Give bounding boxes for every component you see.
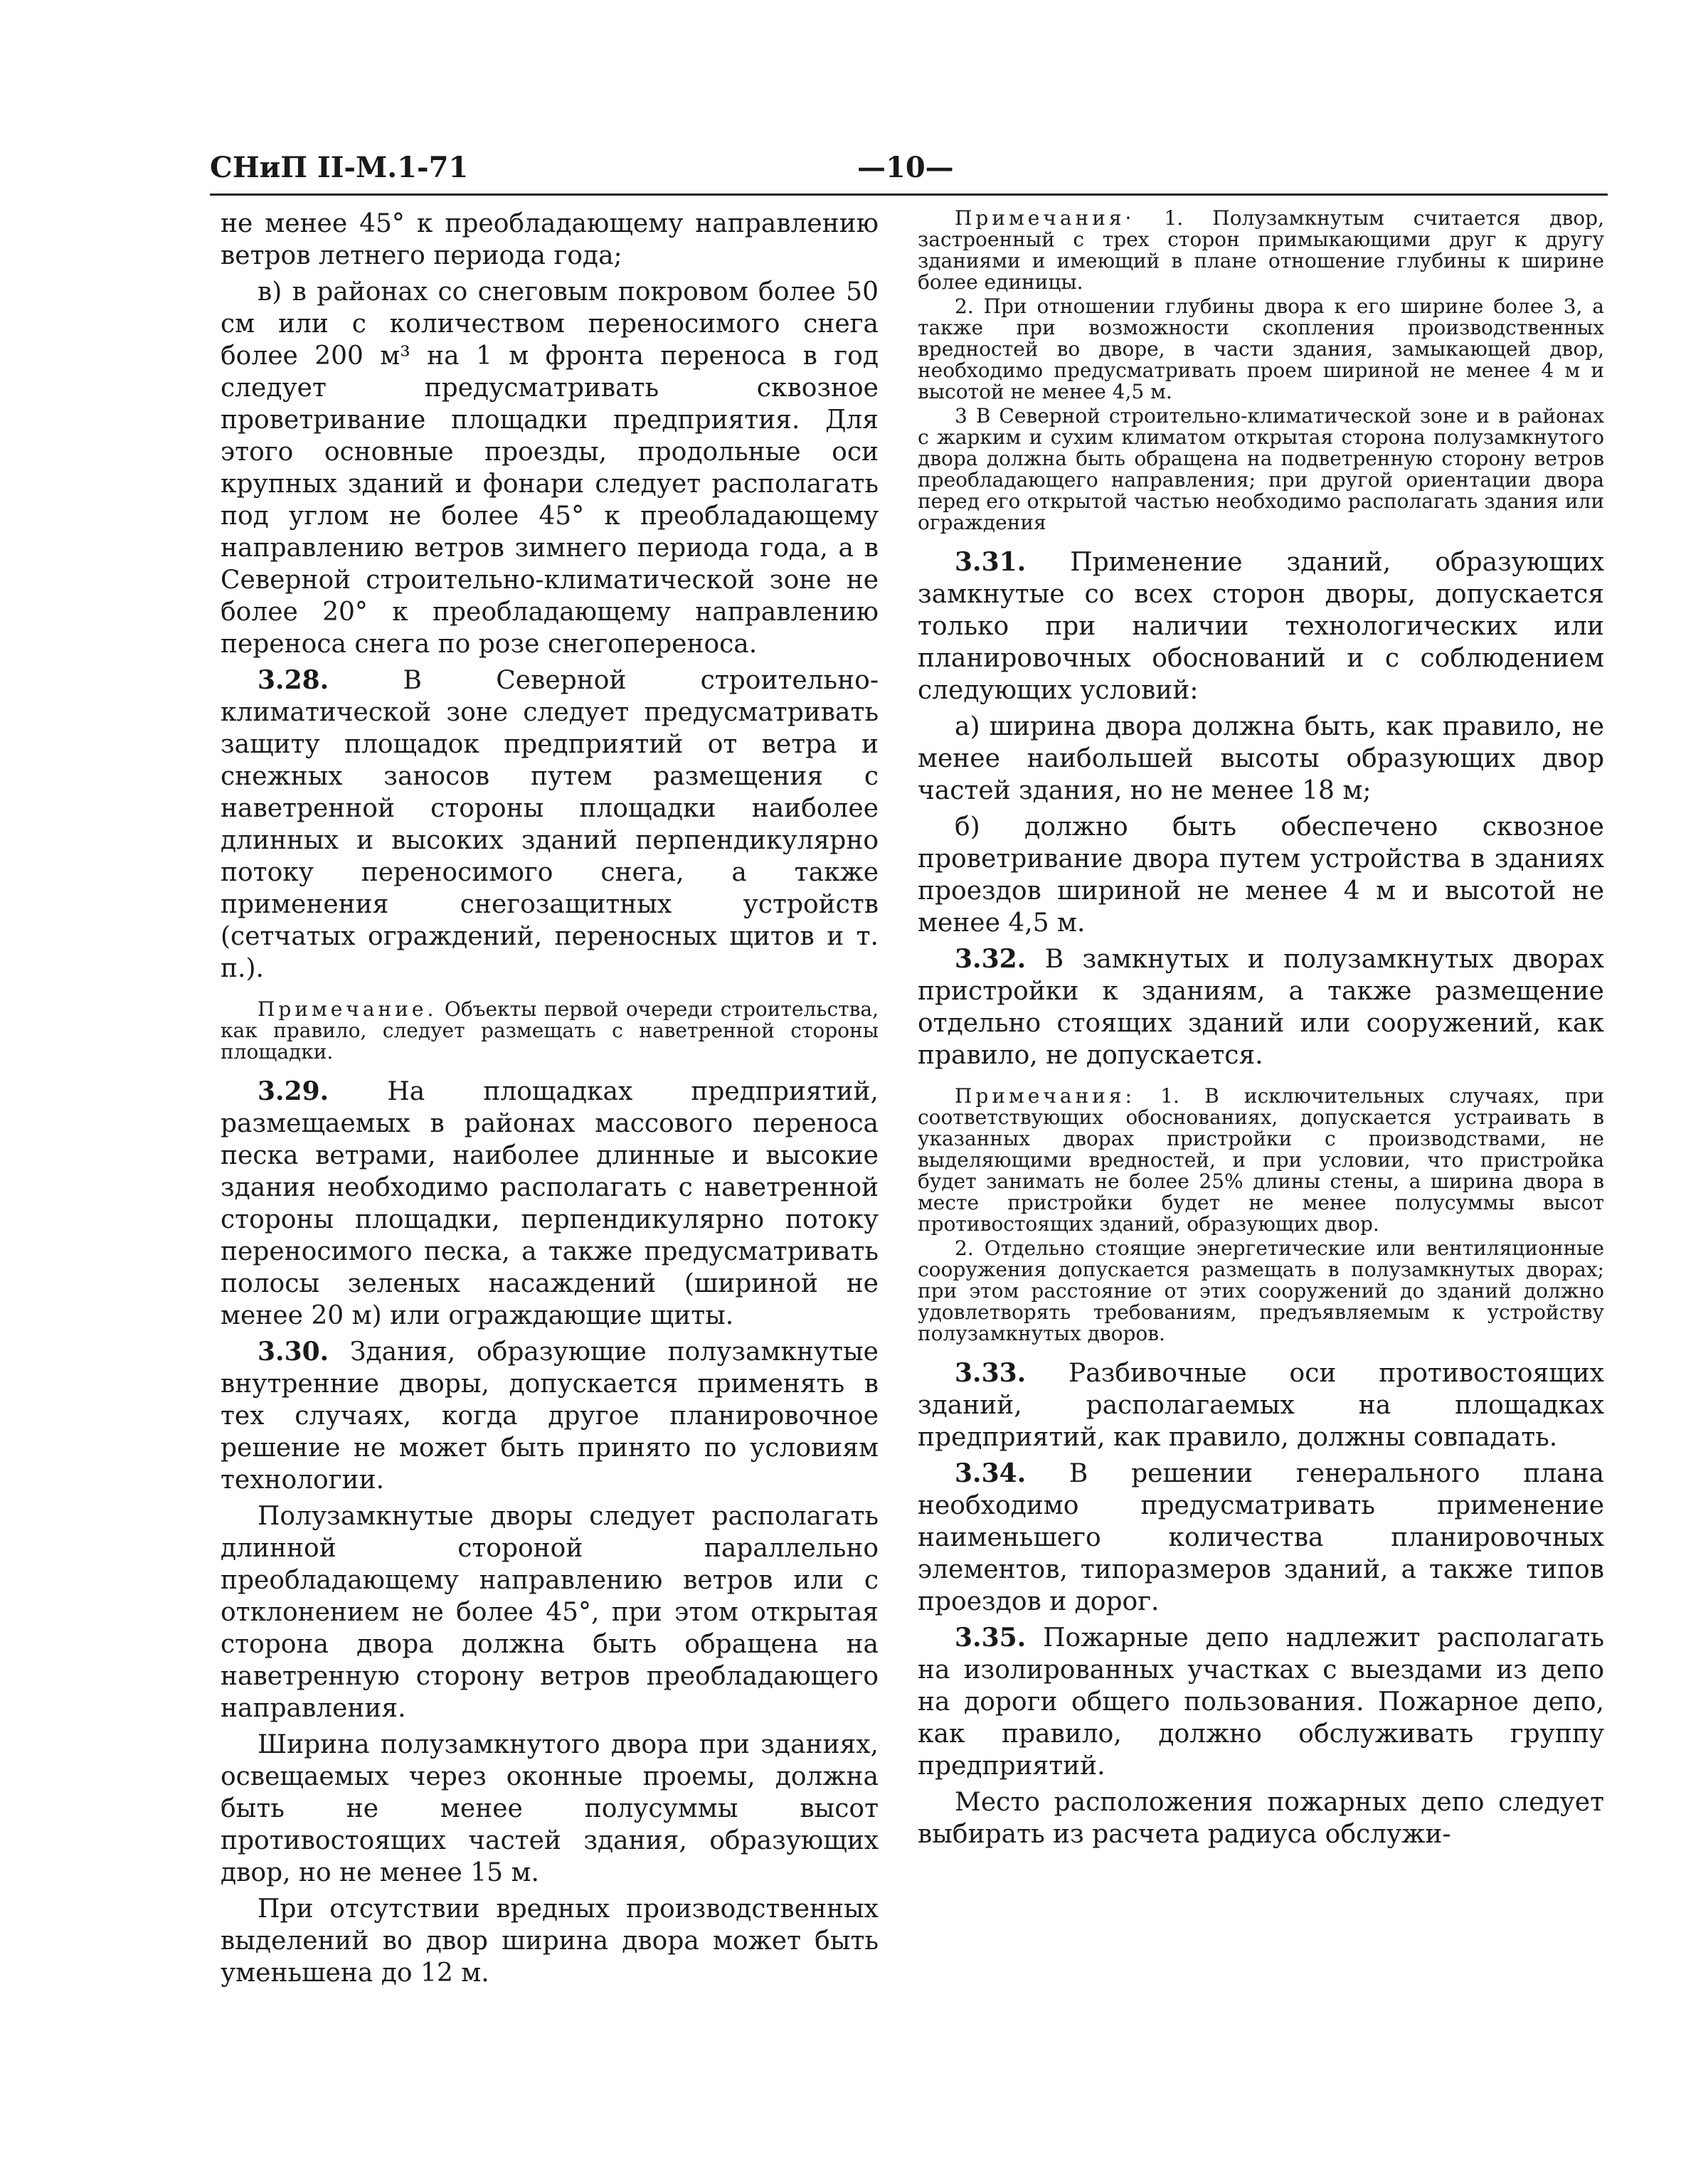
notes-semi-closed-3: 3 В Северной строительно-климатической зоне и в районах с жарким и сухим климатом открытая сторона полузамкнутого двора должна быть обращена на подветренную сторону ветров преобладающего направления; при другой ориентации двора перед его открытой частью необходимо располагать здания или ограждения — [918, 404, 1604, 534]
page-header — [210, 142, 1608, 196]
section-3-29 — [221, 1076, 879, 1332]
note-3-28 — [221, 999, 879, 1063]
paragraph-continuation: не менее 45° к преобладающему направлению ветров летнего периода года; — [221, 209, 879, 270]
note-text: 1. Полузамкнутым считается двор, застроенный с трех сторон примыкающими друг к другу зданиями и имеющий в плане отношение глубины к ширине более единицы. — [918, 206, 1604, 294]
condition-b: б) должно быть обеспечено сквозное проветривание двора путем устройства в зданиях проездов шириной не менее 4 м и высотой не менее 4,5 м. — [918, 812, 1604, 938]
section-text: Применение зданий, образующих замкнутые со всех сторон дворы, допускается только при наличии технологических или планировочных обоснований и с соблюдением следующих условий: — [918, 548, 1604, 705]
notes-label: Примечания: — [955, 1084, 1135, 1108]
note-label: Примечание. — [258, 997, 438, 1021]
page-number: —10— — [857, 151, 954, 184]
paragraph-semi-closed-yards: Полузамкнутые дворы следует располагать длинной стороной параллельно преобладающему направлению ветров или с отклонением не более 45°, при этом открытая сторона двора должна быть обращена на наветренную сторону ветров преобладающего направления. — [221, 1502, 879, 1723]
section-3-30 — [221, 1336, 879, 1496]
paragraph-yard-width: Ширина полузамкнутого двора при зданиях, освещаемых через оконные проемы, должна быть не менее полусуммы высот противостоящих частей здания, образующих двор, но не менее 15 м. — [221, 1730, 879, 1887]
paragraph-item-v: в) в районах со снеговым покровом более 50 см или с количеством переносимого снега более 200 м³ на 1 м фронта переноса в год следует предусматривать сквозное проветривание площадки предприятия. Для этого основные проезды, продольные оси крупных зданий и фонари следует располагать под углом не более 45° к преобладающему направлению ветров зимнего периода года, а в Северной строительно-климатической зоне не более 20° к преобладающему направлению переноса снега по розе снегопереноса. — [221, 277, 879, 659]
section-3-31 — [918, 546, 1604, 706]
section-number: 3.32. — [955, 944, 1027, 974]
section-text: На площадках предприятий, размещаемых в районах массового переноса песка ветрами, наиболее длинные и высокие здания необходимо располагать с наветренной стороны площадки, перпендикулярно потоку переносимого песка, а также предусматривать полосы зеленых насаждений (шириной не менее 20 м) или ограждающие щиты. — [221, 1077, 879, 1330]
section-text: В замкнутых и полузамкнутых дворах пристройки к зданиям, а также размещение отдельно стоящих зданий или сооружений, как правило, не допускается. — [918, 945, 1604, 1070]
notes-semi-closed-1 — [918, 208, 1604, 293]
section-text: В Северной строительно-климатической зоне следует предусматривать защиту площадок предприятий от ветра и снежных заносов путем размещения с наветренной стороны площадки наиболее длинных и высоких зданий перпендикулярно потоку переносимого снега, а также применения снегозащитных устройств (сетчатых ограждений, переносных щитов и т. п.). — [221, 666, 879, 983]
notes-closed-2: 2. Отдельно стоящие энергетические или вентиляционные сооружения допускается размещать в полузамкнутых дворах; при этом расстояние от этих сооружений до зданий должно удовлетворять требованиям, предъявляемым к устройству полузамкнутых дворов. — [918, 1236, 1604, 1345]
section-number: 3.29. — [258, 1076, 329, 1106]
section-number: 3.35. — [955, 1623, 1027, 1653]
section-3-32 — [918, 943, 1604, 1071]
document-code: СНиП II-М.1-71 — [210, 151, 469, 184]
section-number: 3.33. — [955, 1358, 1027, 1388]
section-3-34 — [918, 1458, 1604, 1618]
paragraph-depot-location: Место расположения пожарных депо следует выбирать из расчета радиуса обслужи- — [918, 1788, 1604, 1849]
section-number: 3.28. — [258, 665, 329, 695]
section-text: Пожарные депо надлежит располагать на изолированных участках с выездами из депо на дороги общего пользования. Пожарное депо, как правило, должно обслуживать группу предприятий. — [918, 1623, 1604, 1781]
notes-semi-closed-2: 2. При отношении глубины двора к его ширине более 3, а также при возможности скопления производственных вредностей во дворе, в части здания, замыкающей двор, необходимо предусматривать проем шириной не менее 4 м и высотой не менее 4,5 м. — [918, 295, 1604, 403]
notes-closed-1 — [918, 1086, 1604, 1235]
section-3-35 — [918, 1622, 1604, 1782]
section-number: 3.34. — [955, 1458, 1027, 1488]
note-text: 1. В исключительных случаях, при соответствующих обоснованиях, допускается устраивать в указанных дворах пристройки с производствами, не выделяющими вредностей, и при условии, что пристройка будет занимать не более 25% длины стены, а ширина двора в месте пристройки будет не менее полусуммы высот противостоящих зданий, образующих двор. — [918, 1084, 1605, 1236]
section-text: Разбивочные оси противостоящих зданий, располагаемых на площадках предприятий, как правило, должны совпадать. — [918, 1359, 1604, 1452]
paragraph-no-emissions: При отсутствии вредных производственных выделений во двор ширина двора может быть уменьшена до 12 м. — [221, 1894, 879, 1988]
section-number: 3.31. — [955, 547, 1027, 577]
left-column — [221, 208, 879, 1993]
section-3-28 — [221, 664, 879, 985]
section-text: В решении генерального плана необходимо предусматривать применение наименьшего количества планировочных элементов, типоразмеров зданий, а также типов проездов и дорог. — [918, 1459, 1604, 1616]
right-column — [918, 208, 1604, 1855]
notes-label: Примечания· — [955, 206, 1135, 230]
section-number: 3.30. — [258, 1337, 329, 1367]
section-3-33 — [918, 1357, 1604, 1453]
condition-a: а) ширина двора должна быть, как правило, не менее наибольшей высоты образующих двор частей здания, но не менее 18 м; — [918, 712, 1604, 805]
section-text: Здания, образующие полузамкнутые внутренние дворы, допускается применять в тех случаях, когда другое планировочное решение не может быть принято по условиям технологии. — [221, 1337, 879, 1495]
note-text: Объекты первой очереди строительства, как правило, следует размещать с наветренной стороны площадки. — [221, 997, 879, 1064]
